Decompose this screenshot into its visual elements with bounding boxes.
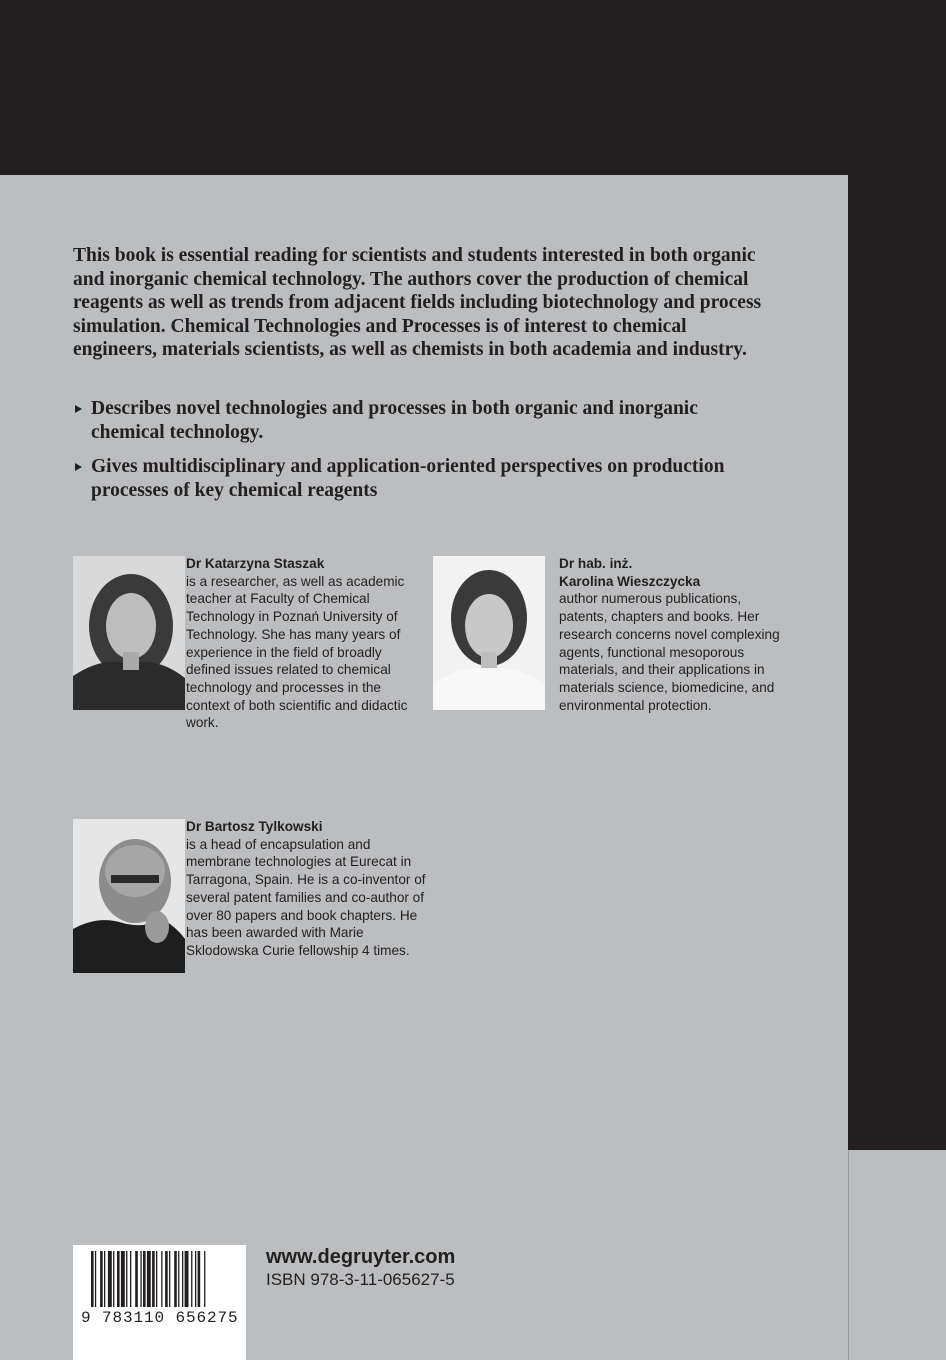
author-name: Dr Bartosz Tylkowski — [186, 819, 323, 834]
right-dark-band — [848, 175, 946, 1150]
author-name: Dr Katarzyna Staszak — [186, 556, 325, 571]
author-bio-wieszczycka — [559, 555, 789, 714]
author-bio-text: is a head of encapsulation and membrane technologies at Eurecat in Tarragona, Spain. He is a co-inventor of several patent families and co-author of over 80 papers and book chapters. He has been awarded with Marie Sklodowska Curie fellowship 4 times. — [186, 836, 426, 958]
author-photo-staszak — [73, 556, 185, 710]
isbn-number: ISBN 978-3-11-065627-5 — [266, 1270, 455, 1289]
barcode-bars — [73, 1245, 246, 1311]
bullet-triangle-icon — [75, 405, 82, 413]
top-dark-band — [0, 0, 946, 175]
author-bio-tylkowski — [186, 818, 426, 960]
author-photo-wieszczycka — [433, 556, 545, 710]
author-photo-tylkowski — [73, 819, 185, 973]
feature-item — [73, 455, 773, 502]
publisher-url: www.degruyter.com — [266, 1246, 456, 1268]
barcode-digits: 9 783110 656275 — [81, 1309, 239, 1327]
bullet-triangle-icon — [75, 463, 82, 471]
author-bio-staszak — [186, 555, 416, 732]
author-bio-text: author numerous publications, patents, chapters and books. Her research concerns novel complexing agents, functional mesoporous materials, and their applications in materials science, biomedicine, and environmental protection. — [559, 591, 780, 713]
author-title: Dr hab. inż. — [559, 556, 633, 571]
feature-text: Describes novel technologies and processes in both organic and inorganic chemical technology. — [91, 398, 698, 443]
feature-list — [73, 397, 773, 513]
isbn-barcode — [73, 1245, 246, 1360]
author-bio-text: is a researcher, as well as academic teacher at Faculty of Chemical Technology in Poznań University of Technology. She has many years of experience in the field of broadly defined issues related to chemical technology and processes in the context of both scientific and didactic work. — [186, 573, 408, 731]
author-name: Karolina Wieszczycka — [559, 573, 701, 589]
book-blurb: This book is essential reading for scientists and students interested in both organic and inorganic chemical technology. The authors cover the production of chemical reagents as well as trends from adjacent fields including biotechnology and process simulation. Chemical Technologies and Processes is of interest to chemical engineers, materials scientists, as well as chemists in both academia and industry. — [73, 245, 762, 361]
feature-item — [73, 397, 773, 444]
right-grey-strip — [848, 1150, 946, 1360]
feature-text: Gives multidisciplinary and application-oriented perspectives on production processes of key chemical reagents — [91, 456, 725, 501]
